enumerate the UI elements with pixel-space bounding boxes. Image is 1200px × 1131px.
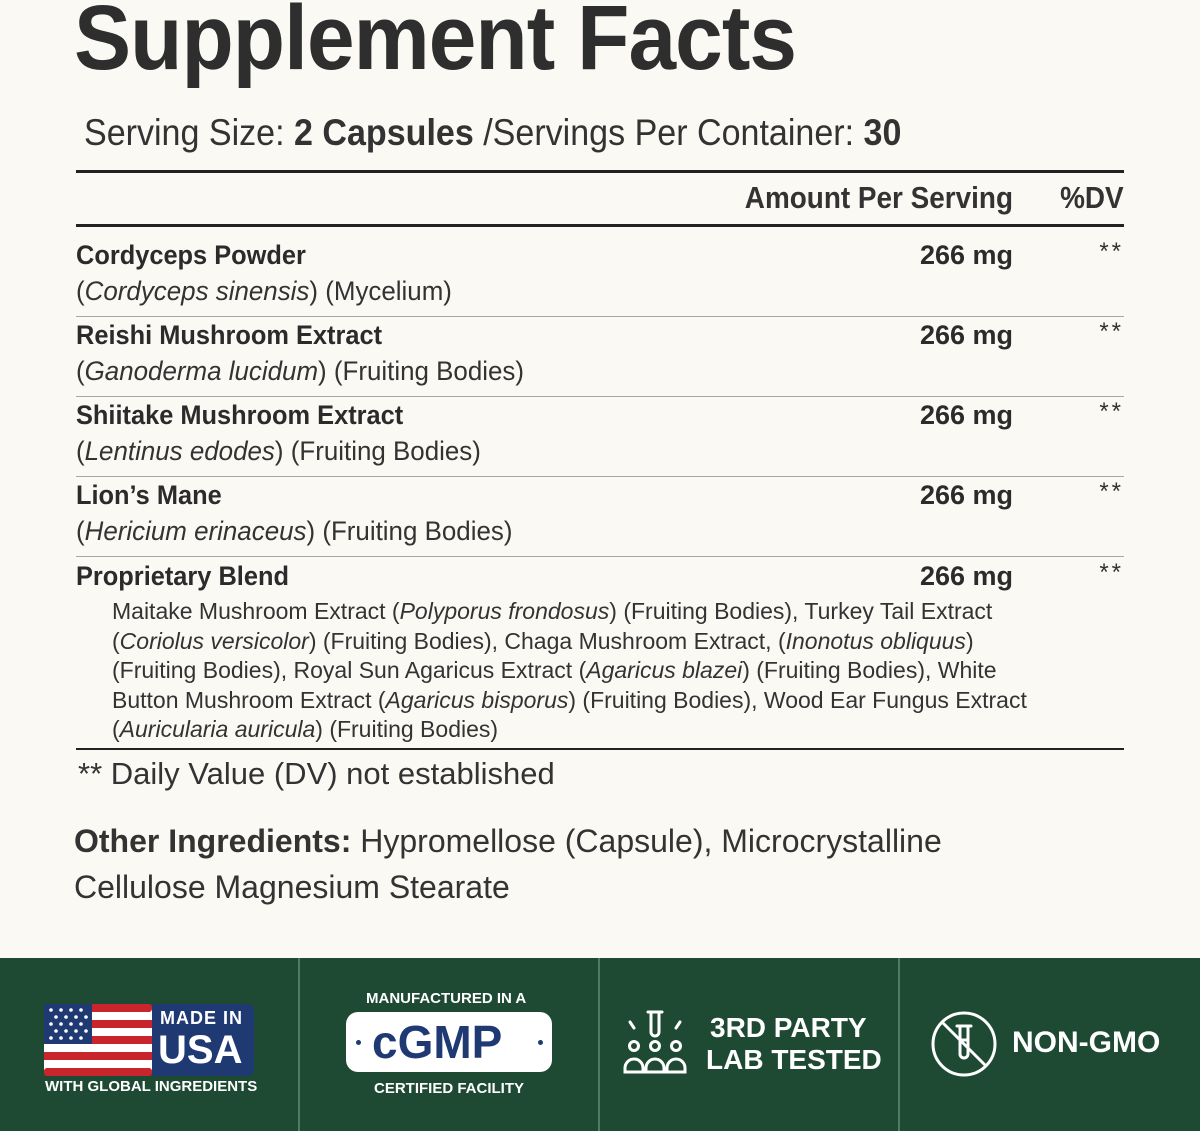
- ingredient-latin: Hericium erinaceus: [84, 516, 307, 546]
- ingredient-dv: **: [1099, 398, 1124, 425]
- servings-per-container-value: 30: [863, 112, 902, 153]
- non-gmo-text: NON-GMO: [1012, 1026, 1161, 1059]
- page-title: Supplement Facts: [74, 0, 797, 89]
- third-party-text: 3RD PARTY: [710, 1012, 867, 1043]
- usa-text: USA: [158, 1028, 243, 1072]
- ingredient-amount: 266 mg: [919, 480, 1013, 510]
- blend-item-part: ) (Fruiting Bodies),: [609, 598, 805, 624]
- ingredient-latin: Ganoderma lucidum: [84, 356, 319, 386]
- ingredient-source: (Lentinus edodes) (Fruiting Bodies): [76, 436, 481, 466]
- ingredient-source: (Hericium erinaceus) (Fruiting Bodies): [76, 516, 513, 546]
- header-amount-per-serving: Amount Per Serving: [744, 180, 1013, 215]
- header-rule: [76, 224, 1124, 227]
- ingredient-dv: **: [1099, 559, 1124, 586]
- ingredient-part: (Fruiting Bodies): [326, 356, 525, 386]
- cgmp-text: cGMP: [372, 1016, 503, 1068]
- servings-per-container-label: /Servings Per Container:: [473, 112, 864, 153]
- row-divider: [76, 476, 1124, 477]
- blend-ingredients: [112, 597, 1032, 745]
- ingredient-part: (Mycelium): [318, 276, 452, 306]
- manufactured-text: MANUFACTURED IN A: [366, 990, 527, 1007]
- lab-tested-text: LAB TESTED: [706, 1044, 882, 1075]
- ingredient-part: (Fruiting Bodies): [283, 436, 481, 466]
- bottom-rule: [76, 748, 1124, 750]
- ingredient-name: Reishi Mushroom Extract: [76, 320, 383, 350]
- blend-item: White Button Mushroom Extract (: [112, 657, 997, 713]
- blend-item-latin: Agaricus blazei: [586, 657, 743, 684]
- blend-item-latin: Coriolus versicolor: [119, 627, 309, 654]
- row-divider: [76, 556, 1124, 557]
- other-ingredients-label: Other Ingredients:: [74, 823, 352, 859]
- made-in-text: MADE IN: [160, 1008, 243, 1028]
- cgmp-badge: [300, 958, 599, 1131]
- other-ingredients: [74, 818, 954, 910]
- ingredient-latin: Lentinus edodes: [84, 436, 275, 466]
- blend-item-part: ) (Fruiting Bodies),: [742, 657, 938, 684]
- blend-item: Chaga Mushroom Extract, (: [504, 627, 786, 654]
- row-divider: [76, 396, 1124, 397]
- serving-size-value: 2 Capsules: [294, 112, 474, 153]
- lab-tested-badge: [600, 958, 899, 1131]
- non-gmo-badge: [900, 958, 1199, 1131]
- ingredient-dv: **: [1099, 318, 1124, 345]
- blend-item: Wood Ear Fungus Extract (: [112, 686, 1027, 743]
- us-flag-icon: [44, 1004, 152, 1076]
- blend-item: Maitake Mushroom Extract (: [112, 598, 400, 624]
- ingredient-name: Proprietary Blend: [76, 561, 289, 591]
- blend-item-latin: Polyporus frondosus: [399, 598, 610, 624]
- made-in-usa-badge: [0, 958, 299, 1131]
- blend-item-part: ) (Fruiting Bodies),: [308, 627, 505, 654]
- other-ingredients-text: Hypromellose (Capsule), Microcrystalline Cellulose Magnesium Stearate: [74, 823, 942, 905]
- dv-footnote: ** Daily Value (DV) not established: [78, 756, 555, 791]
- blend-item-part: ) (Fruiting Bodies),: [112, 627, 974, 684]
- ingredient-name: Lion’s Mane: [76, 480, 222, 510]
- badge-footer: [0, 958, 1200, 1131]
- header-dv: %DV: [1060, 180, 1124, 215]
- blend-item-latin: Agaricus bisporus: [385, 686, 569, 713]
- serving-info: [84, 112, 901, 154]
- blend-item-part: ) (Fruiting Bodies),: [568, 686, 764, 713]
- ingredient-amount: 266 mg: [919, 400, 1013, 430]
- blend-item: Royal Sun Agaricus Extract (: [293, 657, 587, 684]
- blend-item-latin: Inonotus obliquus: [785, 627, 966, 654]
- serving-size-label: Serving Size:: [84, 112, 295, 153]
- ingredient-amount: 266 mg: [919, 320, 1013, 350]
- ingredient-dv: **: [1099, 238, 1124, 265]
- row-divider: [76, 316, 1124, 317]
- ingredient-name: Shiitake Mushroom Extract: [76, 400, 404, 430]
- ingredient-part: (Fruiting Bodies): [315, 516, 513, 546]
- ingredient-name: Cordyceps Powder: [76, 240, 306, 270]
- ingredient-dv: **: [1099, 478, 1124, 505]
- top-rule: [76, 170, 1124, 173]
- non-gmo-icon: [930, 1010, 998, 1078]
- lab-test-tube-icon: [620, 1008, 690, 1078]
- ingredient-amount: 266 mg: [919, 240, 1013, 270]
- ingredient-source: (Ganoderma lucidum) (Fruiting Bodies): [76, 356, 525, 386]
- dot-icon: [538, 1040, 543, 1045]
- ingredient-amount: 266 mg: [919, 561, 1013, 591]
- global-ingredients-text: WITH GLOBAL INGREDIENTS: [45, 1078, 258, 1095]
- ingredient-source: (Cordyceps sinensis) (Mycelium): [76, 276, 452, 306]
- ingredient-latin: Cordyceps sinensis: [84, 276, 310, 306]
- blend-item-part: ) (Fruiting Bodies): [315, 716, 499, 743]
- dot-icon: [356, 1040, 361, 1045]
- certified-facility-text: CERTIFIED FACILITY: [374, 1080, 524, 1097]
- blend-item: Turkey Tail Extract (: [112, 598, 993, 654]
- blend-item-latin: Auricularia auricula: [119, 716, 316, 743]
